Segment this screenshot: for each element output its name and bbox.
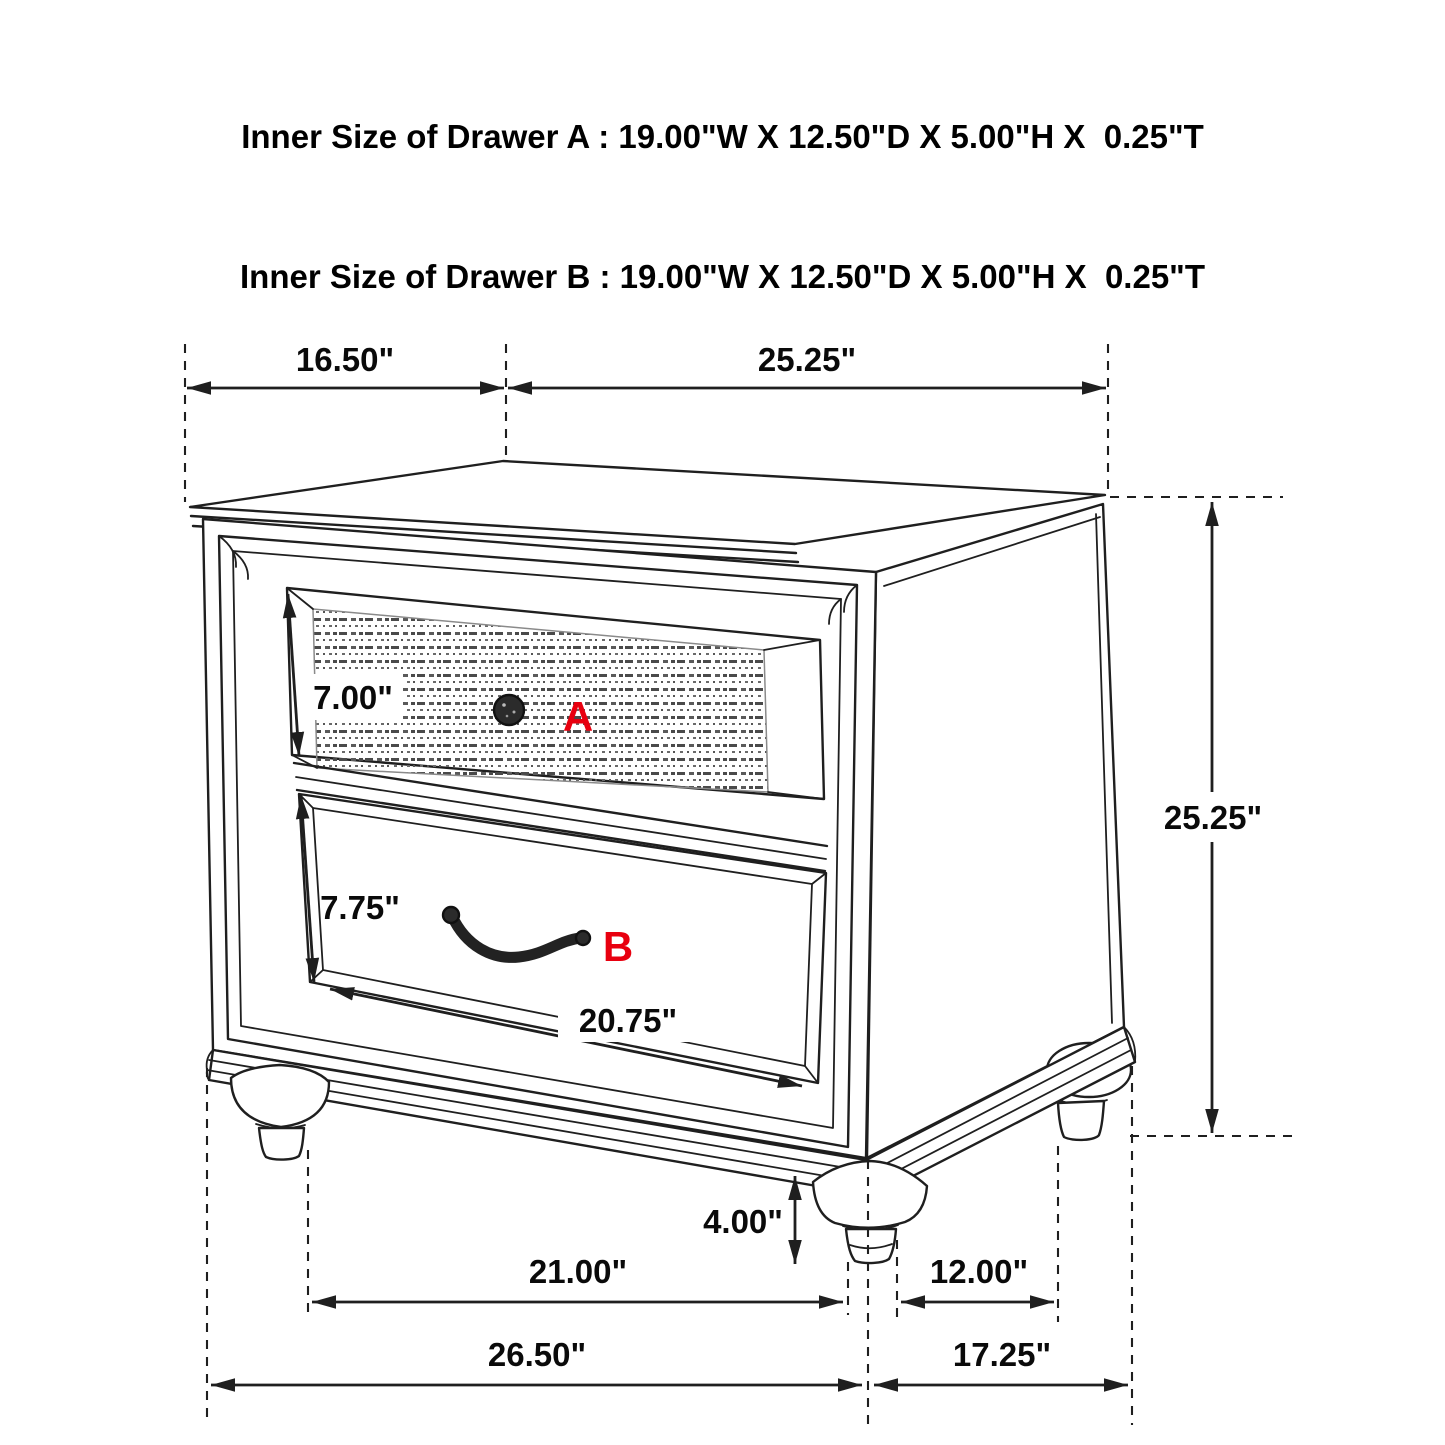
inner-size-line-drawer-b: Inner Size of Drawer B : 19.00"W X 12.50"D X 5.00"H X 0.25"T: [240, 258, 1205, 296]
drawer-a-height-label: 7.00": [313, 679, 393, 716]
foot-height-label: 4.00": [703, 1203, 783, 1240]
base-inner-depth-label: 12.00": [929, 1253, 1029, 1290]
dimension-base-inner-width: [312, 1253, 843, 1302]
inner-size-line-drawer-a: Inner Size of Drawer A : 19.00"W X 12.50"D X 5.00"H X 0.25"T: [241, 117, 1204, 155]
dimension-side-height: [1110, 497, 1300, 1136]
dimension-base-outer-width: [211, 1336, 862, 1385]
top-depth-label: 16.50": [295, 341, 395, 378]
drawer-a-letter: A: [562, 693, 594, 740]
front-center-foot: [813, 1161, 927, 1263]
drawer-b-height-label: 7.75": [320, 889, 400, 926]
drawer-a-knob-icon: [494, 695, 524, 725]
dimension-top-depth: [187, 341, 504, 388]
dimension-top-width: [508, 341, 1106, 388]
dimension-foot-height: [703, 1176, 795, 1264]
dimension-base-outer-depth: [874, 1336, 1128, 1385]
top-width-label: 25.25": [757, 341, 857, 378]
base-outer-width-label: 26.50": [487, 1336, 587, 1373]
drawer-b-letter: B: [602, 923, 634, 970]
drawer-b-width-label: 20.75": [578, 1002, 678, 1039]
dimension-base-inner-depth: [901, 1253, 1054, 1302]
nightstand-artwork: [190, 461, 1135, 1263]
base-inner-width-label: 21.00": [528, 1253, 628, 1290]
side-height-label: 25.25": [1163, 799, 1263, 836]
base-outer-depth-label: 17.25": [952, 1336, 1052, 1373]
front-left-foot: [231, 1065, 329, 1160]
